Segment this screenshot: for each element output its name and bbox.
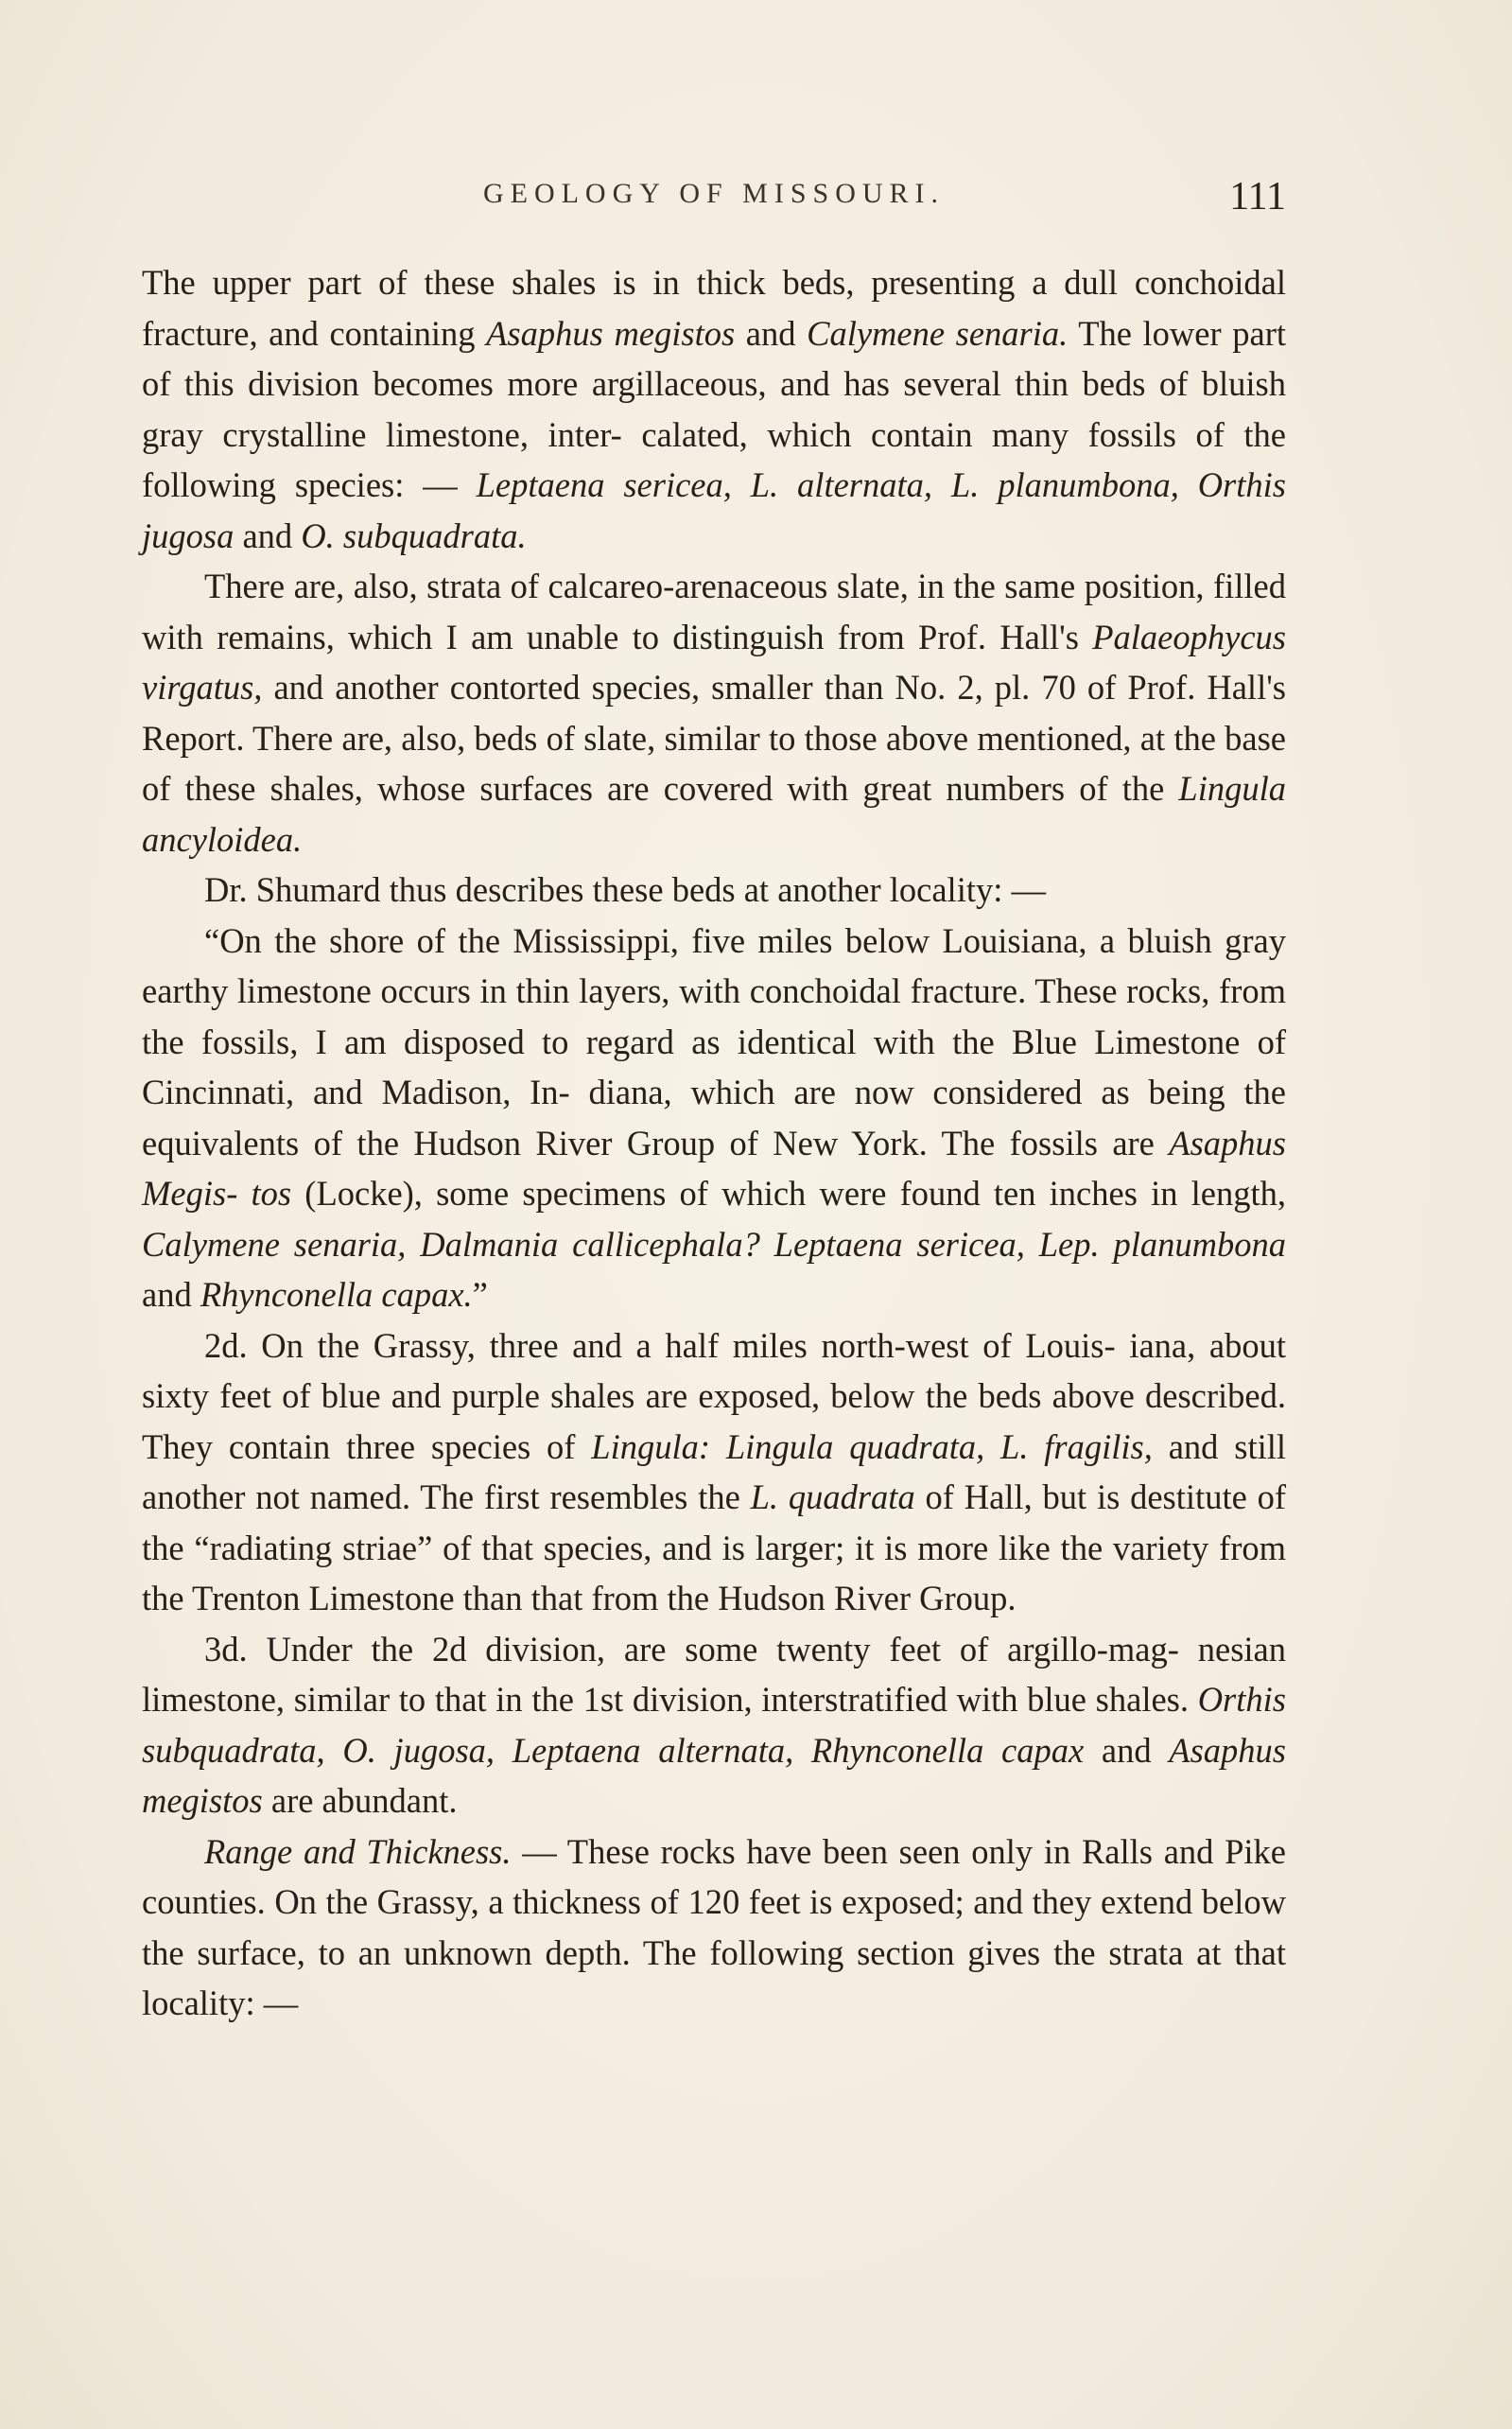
text-run: — These rocks have been seen only in Ralls and Pike counties. On the Grassy, a thickness of 120 feet is exposed; and they extend below the surface, to an unknown depth. The following section gives the strata at that locality: — xyxy=(142,1831,1286,2022)
species-name: Asaphus megistos xyxy=(486,313,736,353)
text-run: ” xyxy=(472,1275,488,1314)
text-run: The upper part of these shales is in thick beds, presenting a dull conchoidal fracture, and containing xyxy=(142,263,1286,353)
text-run: “On the shore of the Mississippi, five miles below Louisiana, a bluish gray earthy limestone occurs in thin layers, with conchoidal fracture. These rocks, from the fossils, I am disposed to regard as identical with the Blue Limestone of Cincinnati, and Madison, In- diana, which are now considered as being the equivalents of the Hudson River Group of New York. The fossils are xyxy=(142,920,1286,1162)
text-run: and xyxy=(1084,1730,1170,1770)
text-run: There are, also, strata of calcareo-arenaceous slate, in the same position, filled with remains, which I am unable to distinguish from Prof. Hall's xyxy=(142,567,1286,656)
paragraph-shumard-quote xyxy=(142,916,1286,1320)
paragraph-second-division xyxy=(142,1320,1286,1624)
species-name: L. quadrata xyxy=(750,1477,915,1516)
paragraph-upper-shales xyxy=(142,257,1286,561)
page-header xyxy=(142,175,1286,235)
paragraph-third-division xyxy=(142,1624,1286,1826)
text-run: 2d. On the Grassy, three and a half miles north-west of Louis- iana, about sixty feet of blue and purple shales are exposed, below the beds above described. They contain three species of xyxy=(142,1325,1286,1466)
species-name: Leptaena sericea, L. alternata, L. planumbona, Orthis jugosa xyxy=(142,465,1286,555)
text-run: and xyxy=(142,1275,200,1314)
paragraph-range-thickness xyxy=(142,1826,1286,2029)
text-run: and xyxy=(735,313,808,353)
species-name: Rhynconella capax. xyxy=(200,1275,473,1314)
text-run: are abundant. xyxy=(262,1781,458,1820)
species-name: Lingula ancyloidea. xyxy=(142,769,1286,859)
page-number: 111 xyxy=(1229,175,1286,218)
species-name: Calymene senaria. xyxy=(807,313,1069,353)
species-name: Asaphus Megis- tos xyxy=(142,1123,1286,1213)
text-run: of Hall, but is destitute of the “radiating striae” of that species, and is larger; it is more like the variety from the Trenton Limestone than that from the Hudson River Group. xyxy=(142,1477,1286,1617)
text-run: and xyxy=(234,516,302,555)
text-run: and another contorted species, smaller than No. 2, pl. 70 of Prof. Hall's Report. There are, also, beds of slate, similar to those above mentioned, at the base of these shales, whose surfaces are covered with great numbers of the xyxy=(142,668,1286,808)
paragraph-shumard-intro: Dr. Shumard thus describes these beds at another locality: — xyxy=(204,870,1046,909)
species-name: O. subquadrata. xyxy=(301,516,527,555)
paragraph-slate-strata xyxy=(142,561,1286,865)
species-name: Asaphus megistos xyxy=(142,1730,1286,1820)
species-name: Orthis subquadrata, O. jugosa, Leptaena alternata, Rhynconella capax xyxy=(142,1680,1286,1770)
text-run: The lower part of this division becomes more argillaceous, and has several thin beds of bluish gray crystalline limestone, inter- calated, which contain many fossils of the following species: — xyxy=(142,313,1286,504)
species-name: Lingula: Lingula quadrata, L. fragilis, xyxy=(591,1426,1153,1466)
species-name: Calymene senaria, Dalmania callicephala? Leptaena sericea, Lep. planumbona xyxy=(142,1224,1286,1264)
text-run: (Locke), some specimens of which were found ten inches in length, xyxy=(291,1174,1286,1213)
section-heading: Range and Thickness. xyxy=(204,1831,512,1871)
text-run: 3d. Under the 2d division, are some twenty feet of argillo-mag- nesian limestone, similar to that in the 1st division, interstratified with blue shales. xyxy=(142,1629,1286,1719)
species-name: Palaeophycus virgatus, xyxy=(142,617,1286,707)
running-title: GEOLOGY OF MISSOURI. xyxy=(482,178,946,209)
text-run: and still another not named. The first resembles the xyxy=(142,1426,1287,1516)
body-text xyxy=(142,257,1286,2029)
